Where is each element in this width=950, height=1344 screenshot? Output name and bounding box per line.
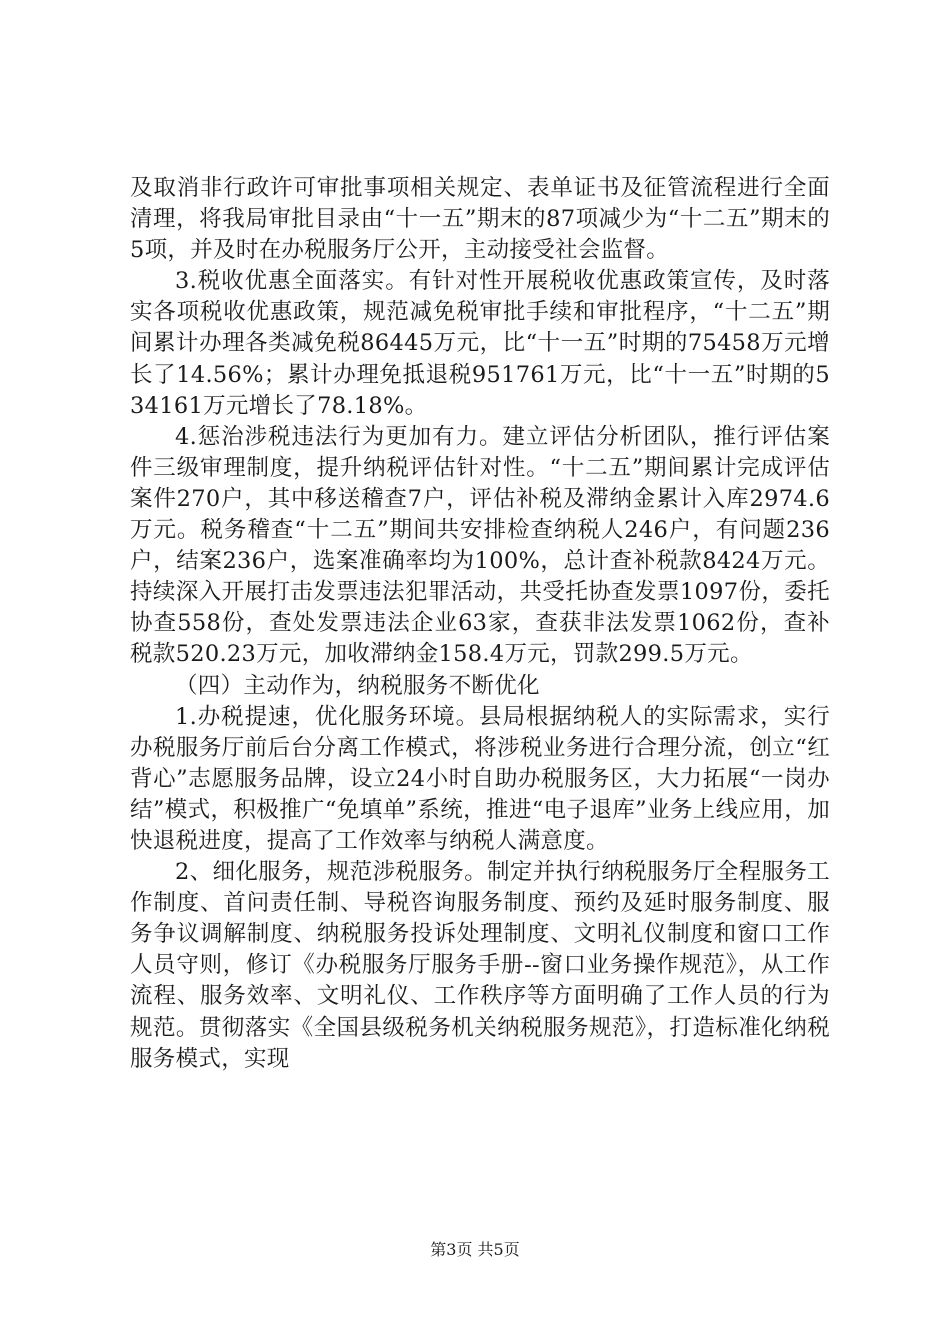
page-number-footer: 第3页 共5页 [430,1240,520,1259]
document-body [130,173,830,1075]
paragraph-3: 4.惩治涉税违法行为更加有力。建立评估分析团队，推行评估案件三级审理制度，提升纳税评估针对性。“十二五”期间累计完成评估案件270户，其中移送稽查7户，评估补税及滞纳金累计入库2974.6万元。税务稽查“十二五”期间共安排检查纳税人246户，有问题236户，结案236户，选案准确率均为100%，总计查补税款8424万元。持续深入开展打击发票违法犯罪活动，共受托协查发票1097份，委托协查558份，查处发票违法企业63家，查获非法发票1062份，查补税款520.23万元，加收滞纳金158.4万元，罚款299.5万元。 [130,423,830,668]
paragraph-2: 3.税收优惠全面落实。有针对性开展税收优惠政策宣传，及时落实各项税收优惠政策，规范减免税审批手续和审批程序，“十二五”期间累计办理各类减免税86445万元，比“十一五”时期的75458万元增长了14.56%；累计办理免抵退税951761万元，比“十一五”时期的534161万元增长了78.18%。 [130,268,830,419]
section-heading: （四）主动作为，纳税服务不断优化 [175,672,540,699]
paragraph-4: 1.办税提速，优化服务环境。县局根据纳税人的实际需求，实行办税服务厅前后台分离工作模式，将涉税业务进行合理分流，创立“红背心”志愿服务品牌，设立24小时自助办税服务区，大力拓展“一岗办结”模式，积极推广“免填单”系统，推进“电子退库”业务上线应用，加快退税进度，提高了工作效率与纳税人满意度。 [130,703,830,854]
paragraph-1: 及取消非行政许可审批事项相关规定、表单证书及征管流程进行全面清理，将我局审批目录由“十一五”期末的87项减少为“十二五”期末的5项，并及时在办税服务厅公开，主动接受社会监督。 [130,175,830,264]
paragraph-5: 2、细化服务，规范涉税服务。制定并执行纳税服务厅全程服务工作制度、首问责任制、导税咨询服务制度、预约及延时服务制度、服务争议调解制度、纳税服务投诉处理制度、文明礼仪制度和窗口工作人员守则，修订《办税服务厅服务手册--窗口业务操作规范》，从工作流程、服务效率、文明礼仪、工作秩序等方面明确了工作人员的行为规范。贯彻落实《全国县级税务机关纳税服务规范》，打造标准化纳税服务模式，实现 [130,859,830,1072]
